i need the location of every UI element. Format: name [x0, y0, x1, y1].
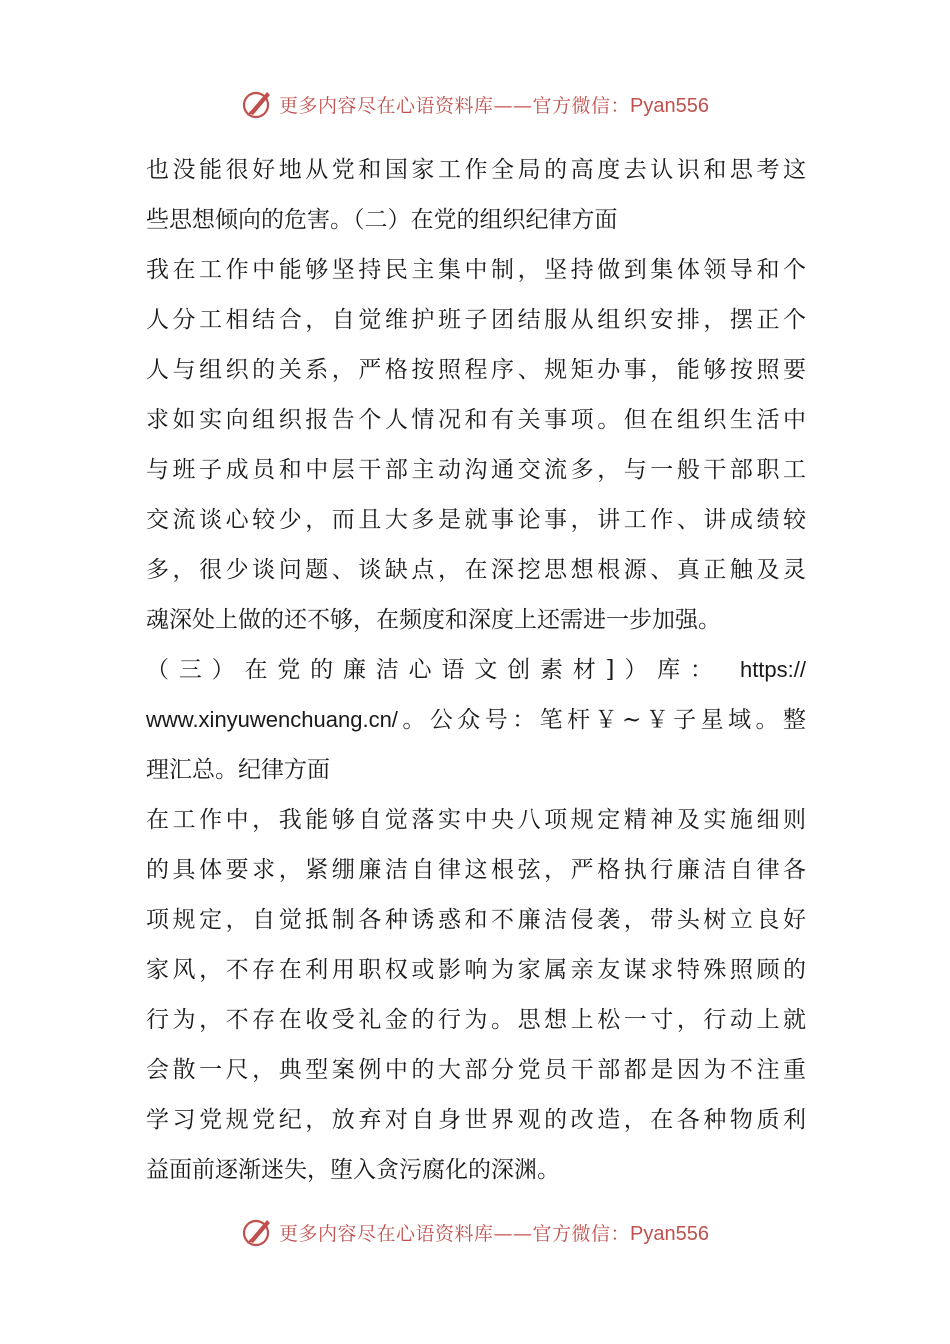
text-line: 与班子成员和中层干部主动沟通交流多，与一般干部职工 — [146, 457, 806, 483]
footer-banner-text: 更多内容尽在心语资料库——官方微信：Pyan556 — [279, 1222, 709, 1245]
wechat-note: 。公众号：笔杆￥~￥子星域。整 — [397, 707, 806, 733]
url-fragment: https:// — [739, 657, 806, 682]
text-line: 益面前逐渐迷失，堕入贪污腐化的深渊。 — [146, 1157, 560, 1183]
text-line: 人分工相结合，自觉维护班子团结服从组织安排，摆正个 — [146, 307, 806, 333]
text-line: 理汇总。纪律方面 — [146, 757, 330, 783]
text-line: 项规定，自觉抵制各种诱惑和不廉洁侵袭，带头树立良好 — [146, 907, 806, 933]
text-line: 魂深处上做的还不够，在频度和深度上还需进一步加强。 — [146, 607, 721, 633]
text-line: 我在工作中能够坚持民主集中制，坚持做到集体领导和个 — [146, 257, 806, 283]
text-line: 在工作中，我能够自觉落实中央八项规定精神及实施细则 — [146, 807, 806, 833]
text-line: 些思想倾向的危害。（二）在党的组织纪律方面 — [146, 207, 618, 233]
header-banner — [0, 84, 950, 124]
quill-logo-icon — [241, 87, 275, 121]
text-line: 学习党规党纪，放弃对自身世界观的改造，在各种物质利 — [146, 1107, 806, 1133]
text-line — [146, 695, 806, 745]
text-line — [146, 645, 806, 695]
quill-logo-icon — [241, 1215, 275, 1249]
header-wechat-id: Pyan556 — [630, 94, 709, 117]
header-banner-text: 更多内容尽在心语资料库——官方微信：Pyan556 — [279, 94, 709, 117]
url-text: www.xinyuwenchuang.cn/ — [146, 707, 398, 732]
footer-banner — [0, 1212, 950, 1252]
text-line: 行为，不存在收受礼金的行为。思想上松一寸，行动上就 — [146, 1007, 806, 1033]
text-line: 多，很少谈问题、谈缺点，在深挖思想根源、真正触及灵 — [146, 557, 806, 583]
text-line: 家风，不存在利用职权或影响为家属亲友谋求特殊照顾的 — [146, 957, 806, 983]
section-heading-fragment: （三）在党的廉洁心语文创素材]）库： — [146, 657, 723, 683]
footer-wechat-id: Pyan556 — [630, 1222, 709, 1245]
text-line: 的具体要求，紧绷廉洁自律这根弦，严格执行廉洁自律各 — [146, 857, 806, 883]
text-line: 求如实向组织报告个人情况和有关事项。但在组织生活中 — [146, 407, 806, 433]
text-line: 会散一尺，典型案例中的大部分党员干部都是因为不注重 — [146, 1057, 806, 1083]
text-line: 也没能很好地从党和国家工作全局的高度去认识和思考这 — [146, 157, 806, 183]
text-line: 人与组织的关系，严格按照程序、规矩办事，能够按照要 — [146, 357, 806, 383]
text-line: 交流谈心较少，而且大多是就事论事，讲工作、讲成绩较 — [146, 507, 806, 533]
document-body — [146, 145, 806, 1195]
